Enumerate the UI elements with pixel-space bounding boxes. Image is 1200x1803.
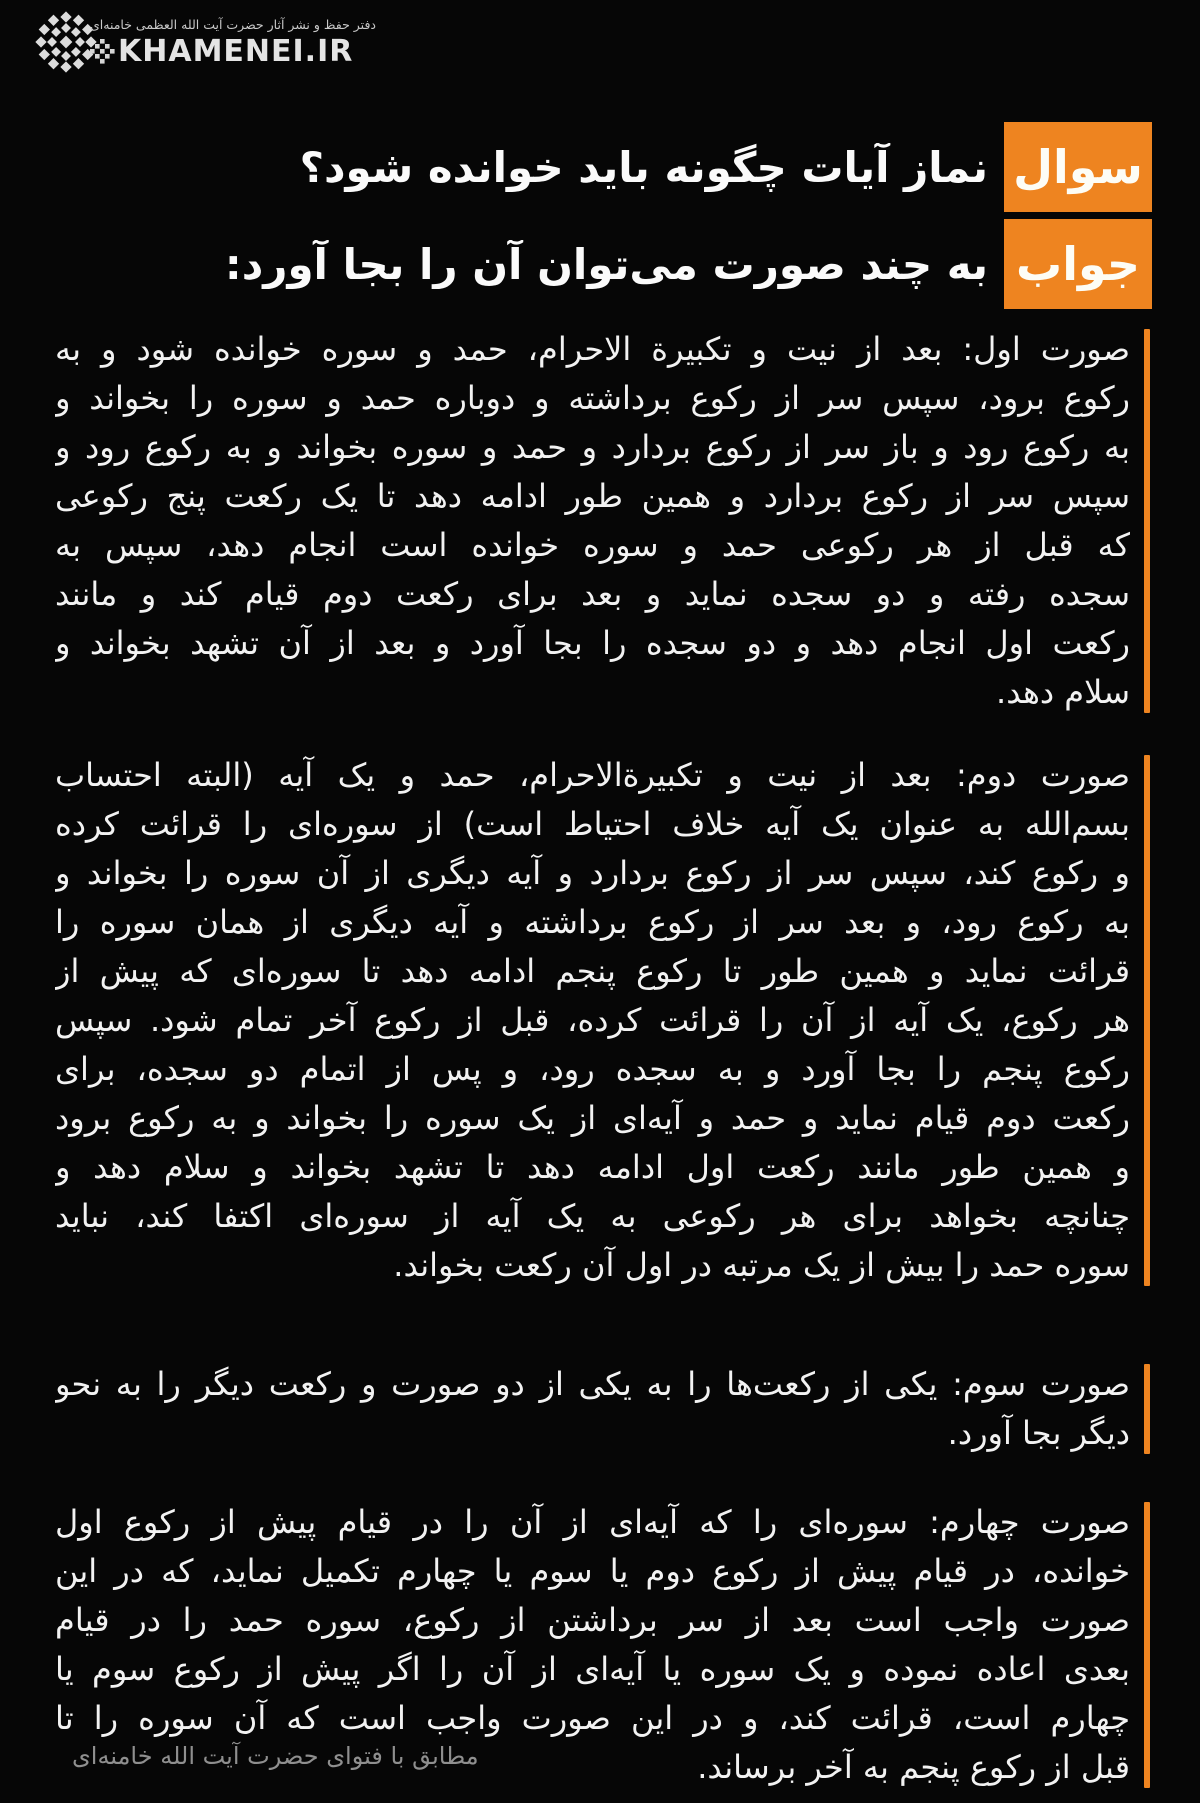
answer-badge: جواب (1004, 219, 1152, 309)
paragraph-4-line-2: خوانده، در قیام پیش از رکوع دوم یا سوم یا چهارم تکمیل نماید، که در این (55, 1552, 1130, 1590)
paragraph-2 (55, 751, 1150, 1290)
paragraph-1 (55, 325, 1150, 717)
logo-text-column (90, 10, 376, 69)
paragraph-4-line-5: چهارم است، قرائت کند، و در این صورت واجب است که آن سوره را تا (55, 1699, 1130, 1737)
paragraph-4-line-4: بعدی اعاده نموده و یک سوره یا آیه‌ای از آن را اگر پیش از رکوع سوم یا (55, 1650, 1130, 1688)
paragraph-1-line-8: سلام دهد. (996, 673, 1130, 711)
paragraph-2-line-5: قرائت نماید و همین طور تا رکوع پنجم ادامه دهد تا سوره‌ای که پیش از (55, 952, 1130, 990)
paragraph-1-line-1: صورت اول: بعد از نیت و تکبیرة الاحرام، حمد و سوره خوانده شود و به (55, 330, 1130, 368)
paragraph-1-line-6: سجده رفته و دو سجده نماید و بعد برای رکعت دوم قیام کند و مانند (55, 575, 1130, 613)
paragraph-3-line-2: دیگر بجا آورد. (947, 1414, 1130, 1452)
paragraph-2-line-11: سوره حمد را بیش از یک مرتبه در اول آن رکعت بخواند. (393, 1246, 1130, 1284)
body-paragraphs (55, 325, 1150, 1792)
answer-row (55, 219, 1152, 309)
paragraph-1-line-3: به رکوع رود و باز سر از رکوع بردارد و حمد و سوره بخواند و به رکوع رود و (55, 428, 1130, 466)
office-name-text: دفتر حفظ و نشر آثار حضرت آیت الله العظمی خامنه‌ای (90, 17, 376, 32)
paragraph-2-line-3: و رکوع کند، سپس سر از رکوع بردارد و آیه دیگری از آن سوره را بخواند و (55, 854, 1130, 892)
paragraph-1-line-7: رکعت اول انجام دهد و دو سجده را بجا آورد و بعد از آن تشهد بخواند و (55, 624, 1130, 662)
paragraph-2-line-10: چنانچه بخواهد برای هر رکوعی به یک آیه از سوره‌ای اکتفا کند، نباید (55, 1197, 1130, 1235)
paragraph-2-line-9: و همین طور مانند رکعت اول ادامه دهد تا تشهد بخواند و سلام دهد و (55, 1148, 1130, 1186)
brand-row (90, 34, 376, 69)
paragraph-4-line-3: صورت واجب است بعد از سر برداشتن از رکوع، سوره حمد را در قیام (55, 1601, 1130, 1639)
question-text: نماز آیات چگونه باید خوانده شود؟ (299, 142, 988, 192)
paragraph-1-line-2: رکوع برود، سپس سر از رکوع برداشته و دوباره حمد و سوره را بخواند و (55, 379, 1130, 417)
paragraph-3 (55, 1360, 1150, 1458)
title-block (55, 122, 1152, 316)
khamenei-rosette-logo-icon (34, 10, 98, 74)
question-badge: سوال (1004, 122, 1152, 212)
footer-fatwa-note: مطابق با فتوای حضرت آیت الله خامنه‌ای (72, 1742, 479, 1770)
paragraph-2-line-1: صورت دوم: بعد از نیت و تکبیرةالاحرام، حمد و یک آیه (البته احتساب (55, 756, 1130, 794)
paragraph-2-line-2: بسم‌الله به عنوان یک آیه خلاف احتیاط است) از سوره‌ای را قرائت کرده (55, 805, 1130, 843)
brand-wordmark: KHAMENEI.IR (118, 34, 354, 69)
paragraph-1-line-5: که قبل از هر رکوعی حمد و سوره خوانده است انجام دهد، سپس به (55, 526, 1130, 564)
paragraph-1-line-4: سپس سر از رکوع بردارد و همین طور ادامه دهد تا یک رکعت پنج رکوعی (55, 477, 1130, 515)
pixel-hash-icon (90, 39, 115, 64)
paragraph-2-line-7: رکوع پنجم را بجا آورد و به سجده رود، و پس از اتمام دو سجده، برای (55, 1050, 1130, 1088)
answer-text: به چند صورت می‌توان آن را بجا آورد: (224, 239, 988, 289)
paragraph-2-line-4: به رکوع رود، و بعد سر از رکوع برداشته و آیه دیگری از همان سوره را (55, 903, 1130, 941)
paragraph-2-line-8: رکعت دوم قیام نماید و حمد و آیه‌ای از یک سوره را بخواند و به رکوع برود (55, 1099, 1130, 1137)
paragraph-3-line-1: صورت سوم: یکی از رکعت‌ها را به یکی از دو صورت و رکعت دیگر را به نحو (55, 1365, 1130, 1403)
paragraph-2-line-6: هر رکوع، یک آیه از آن را قرائت کرده، قبل از رکوع آخر تمام شود. سپس (55, 1001, 1130, 1039)
question-row (55, 122, 1152, 212)
paragraph-4-line-1: صورت چهارم: سوره‌ای را که آیه‌ای از آن را در قیام پیش از رکوع اول (55, 1503, 1130, 1541)
paragraph-4-line-6: قبل از رکوع پنجم به آخر برساند. (697, 1748, 1130, 1786)
site-logo (34, 10, 376, 74)
